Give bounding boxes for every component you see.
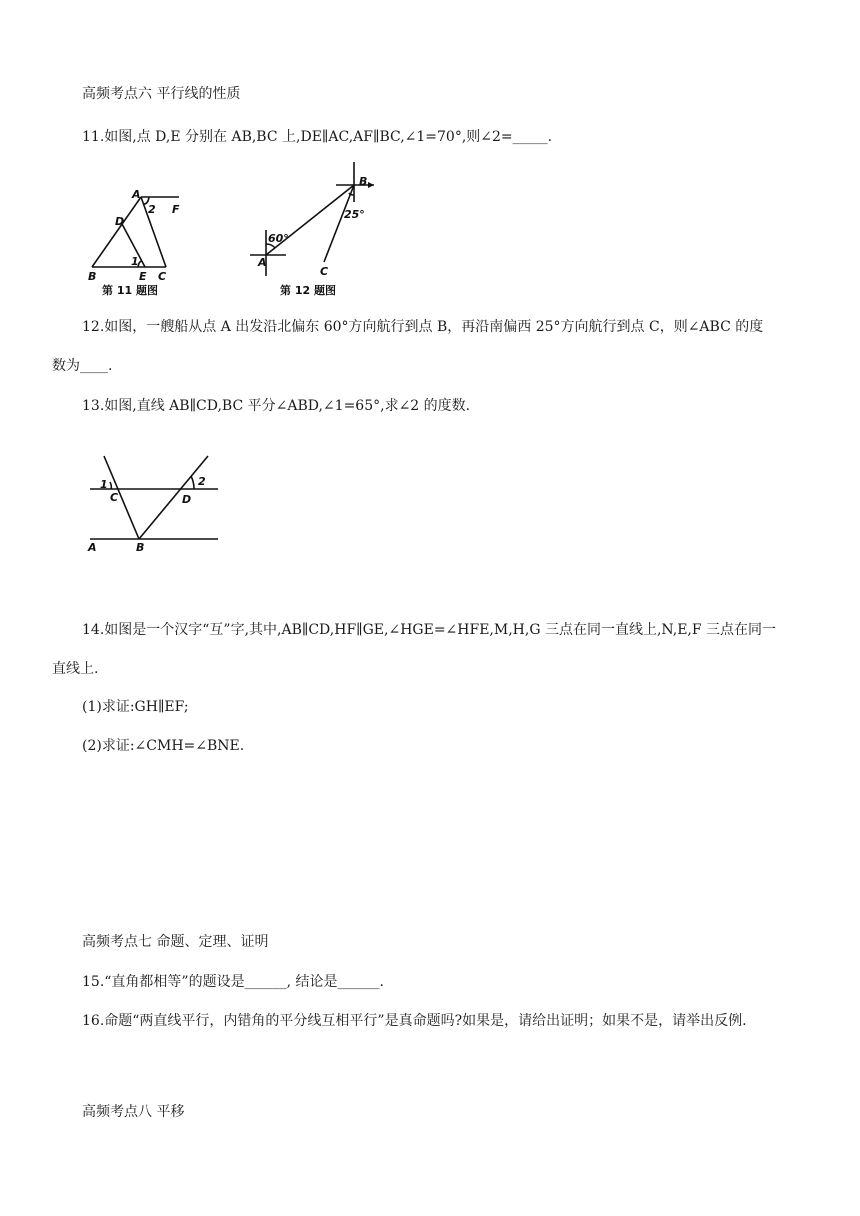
question-14-part-1: (1)求证:GH∥EF; <box>82 699 189 715</box>
fig12-caption: 第 12 题图 <box>280 284 336 297</box>
fig11-label-F: F <box>172 203 180 216</box>
fig11-label-C: C <box>158 270 167 283</box>
fig13-label-A: A <box>88 541 97 554</box>
fig12-label-25: 25° <box>344 208 365 221</box>
fig11-label-1: 1 <box>131 255 139 268</box>
question-13: 13.如图,直线 AB∥CD,BC 平分∠ABD,∠1=65°,求∠2 的度数. <box>82 398 471 414</box>
question-16: 16.命题“两直线平行，内错角的平分线互相平行”是真命题吗?如果是，请给出证明；如果不是，请举出反例. <box>82 1013 747 1029</box>
fig11-label-A: A <box>132 188 141 201</box>
fig11-label-B: B <box>88 270 97 283</box>
figure-13 <box>84 452 224 556</box>
fig13-label-2: 2 <box>198 475 206 488</box>
figure-12 <box>246 158 386 300</box>
question-14-line-2: 直线上. <box>52 661 99 677</box>
fig11-label-2: 2 <box>148 203 156 216</box>
fig12-label-A: A <box>258 256 267 269</box>
fig11-label-D: D <box>115 215 125 228</box>
fig11-label-E: E <box>139 270 147 283</box>
fig12-label-C: C <box>320 265 329 278</box>
fig12-label-60: 60° <box>268 232 289 245</box>
section-heading-7: 高频考点七 命题、定理、证明 <box>82 934 269 950</box>
fig13-label-D: D <box>182 493 192 506</box>
figure-11 <box>84 188 199 300</box>
question-12-line-2: 数为____. <box>52 358 113 374</box>
question-14-part-2: (2)求证:∠CMH=∠BNE. <box>82 738 245 754</box>
fig11-caption: 第 11 题图 <box>102 284 158 297</box>
question-14-line-1: 14.如图是一个汉字“互”字,其中,AB∥CD,HF∥GE,∠HGE=∠HFE,M,H,G 三点在同一直线上,N,E,F 三点在同一 <box>82 622 777 638</box>
section-heading-6: 高频考点六 平行线的性质 <box>82 86 241 102</box>
fig13-label-1: 1 <box>100 478 108 491</box>
fig13-label-C: C <box>110 491 119 504</box>
question-15: 15.“直角都相等”的题设是______, 结论是______. <box>82 974 384 990</box>
fig13-label-B: B <box>136 541 145 554</box>
fig12-label-B: B <box>359 175 368 188</box>
section-heading-8: 高频考点八 平移 <box>82 1104 185 1120</box>
question-12-line-1: 12.如图，一艘船从点 A 出发沿北偏东 60°方向航行到点 B，再沿南偏西 25°方向航行到点 C，则∠ABC 的度 <box>82 319 764 335</box>
question-11: 11.如图,点 D,E 分别在 AB,BC 上,DE∥AC,AF∥BC,∠1=70°,则∠2=_____. <box>82 129 553 145</box>
